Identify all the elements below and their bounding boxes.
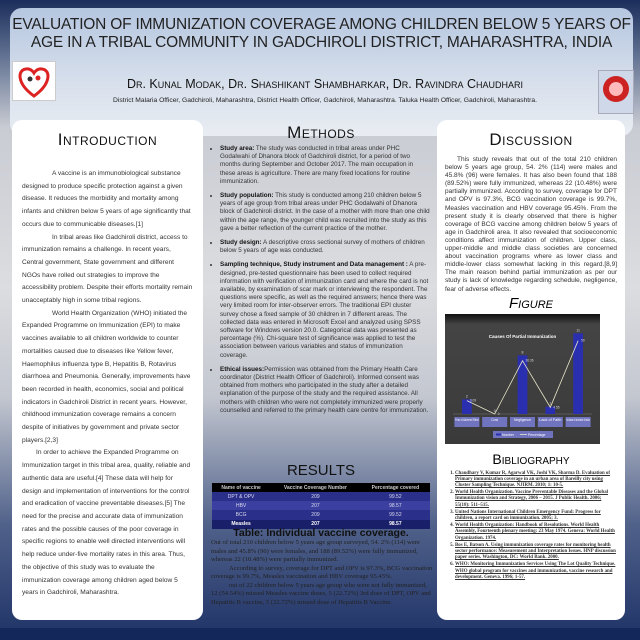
methods-item	[220, 261, 430, 359]
bibliography-list	[445, 471, 617, 581]
vaccine-coverage-table	[212, 483, 430, 529]
bibliography-item: 5. Bos E, Batson A. Using immunization coverage rates for monitoring health sector performance: Measurement and Interpretation Issues. HNP discussion paper series. Washington, DC: World Bank. 2000.	[455, 543, 617, 562]
intro-paragraph: In order to achieve the Expanded Programme on Immunization target in this tribal area, quality, reliable and authentic data are useful.[4] These data will help for design and implementation of interventions for the control and eradication of vaccine preventable diseases.[5] The need for the precise and accurate data of immunization rates and the possible causes of the poor coverage in specific regions to enable well directed interventions will help reduce under-five mortality rates in this area. Thus, the objective of this study was to evaluate the immunization coverage among children aged below 5 years in Gadchiroli, Maharashtra.	[22, 449, 191, 597]
partial-immunization-chart	[445, 314, 600, 444]
bar-data-label: 8	[521, 349, 524, 354]
bar-data-label: 0	[493, 408, 496, 413]
table-cell: 99.52	[361, 510, 430, 519]
table-cell: HBV	[212, 501, 270, 510]
bar	[518, 355, 528, 414]
legend-swatch-number	[496, 433, 501, 435]
table-cell: 98.57	[361, 501, 430, 510]
chart-svg	[445, 314, 600, 444]
government-seal-logo	[598, 70, 634, 114]
methods-item-text: A descriptive cross sectional survey of mothers of children below 5 years of age was conducted.	[220, 239, 425, 255]
intro-paragraph: In tribal areas like Gadchiroli district, access to immunization remains a challenge. In recent years, Central government, State government and different NGOs have rolled out strategies to improve the accessibility problem. Despite their efforts mortality remain unacceptably high in some tribal regions.	[22, 233, 193, 305]
line-data-label: 36.36	[525, 358, 534, 363]
bibliography-heading: Bibliography	[492, 450, 570, 467]
methods-item-text: A pre-designed, pre-tested questionnaire has been used to collect required information with verification of immunization card and where the card is not available, by examination of scar mark or interviewing the respondent. The questions were specific, as well as the required answers; hence there was very limited room for inter-observer errors. The traditional EPI cluster survey chose a fixed sample of 30 children in 7 different areas. The collected data was entered in Microsoft Excel and analyzed using SPSS software for Windows version 20.0. Categorical data was presented as percentage (%). Chi-square test of significance was applied to test the association between various variables and status of immunization coverage.	[220, 261, 429, 359]
line-data-label: 50	[581, 338, 585, 343]
legend-label-percentage: Percentage	[528, 432, 546, 437]
figure-heading: Figure	[509, 294, 553, 312]
table-cell: DPT & OPV	[212, 492, 270, 501]
table-cell: 209	[270, 510, 361, 519]
methods-heading: Methods	[287, 123, 355, 142]
bibliography-item: 3. United Nations International Children Emergency Fund: Progress for children, a report card on immunization. 2005; 3.	[455, 510, 617, 522]
table-cell: 209	[270, 492, 361, 501]
footer-bar	[0, 628, 640, 640]
table-cell: 98.57	[361, 520, 430, 529]
chart-title: Causes Of Partial Immunization	[488, 333, 557, 339]
bar	[573, 333, 583, 414]
discussion-section	[437, 120, 625, 620]
table-row	[212, 501, 430, 510]
methods-item-text: This study is conducted among 210 children below 5 years of age group from tribal areas under PHC Godalwahi of Dhanora block of Gadchiroli district. In the case of a mother with more than one child within the age range, the younger child was recruited into the study as this gave a better reflection of the current practice of the mother.	[220, 192, 430, 232]
affiliations: District Malaria Officer, Gadchiroli, Maharashtra, District Health Officer, Gadchiroli, Maharashtra. Taluka Health Officer, Gadchiroli, Maharashtra.	[113, 97, 537, 104]
bibliography-item: 6. WHO: Monitoring Immunization Services Using The Lot Quality Technique. WHO global program for vaccines and immunization, vaccine research and development. Geneva. 1996; 1-57.	[455, 562, 617, 581]
intro-paragraph: A vaccine is an immunobiological substance designed to produce specific protection against a given disease. It reduces the morbidity and mortality among infants and children below 5 years of age significantly that occurs due to communicable diseases.[1]	[22, 170, 191, 228]
category-label: Fear of Adverse Effect	[455, 417, 479, 422]
category-label: Not Aware of Vaccination Schedule	[566, 417, 591, 422]
discussion-heading: Discussion	[489, 130, 573, 149]
results-paragraph: According to survey, coverage for DPT and OPV is 97.3%, BCG vaccination coverage is 99.7%, Measles vaccination and HBV coverage 95.45%.	[211, 564, 433, 580]
results-paragraph: out of 22 children below 5 years age group who were not fully immunized, 12 (54.54%) missed Measles vaccine doses, 5 (22.72%) 3rd dose of DPT, OPV and Hepatitis B vaccine, 5 (22.72%) missed dose of Hepatitis B Vaccine.	[211, 581, 431, 606]
bar-data-label: 1	[549, 401, 552, 406]
poster-header	[10, 8, 633, 136]
bibliography-item: 2. World Health Organization. Vaccine Preventable Diseases and the Global Immunization vision and Strategy, 2006 – 2015. J Public Health. 2006; 55(18): 511–515.	[455, 490, 617, 509]
health-department-logo	[12, 61, 56, 101]
table-row	[212, 510, 430, 519]
bar-data-label: 2	[465, 393, 468, 398]
methods-item	[220, 145, 430, 186]
authors: Dr. Kunal Modak, Dr. Shashikant Shambharkar, Dr. Ravindra Chaudhari	[126, 77, 524, 91]
methods-item	[220, 239, 430, 255]
methods-item-label: Study population:	[220, 192, 274, 200]
column-header: Name of vaccine	[212, 483, 270, 492]
methods-item-label: Study area:	[220, 145, 255, 152]
results-paragraph: Out of total 210 children below 5 years age group surveyed, 54. 2% (114) were males and 45.8% (96) were females, and 188 (89.52%) were fully immunized, whereas 22 (10.48%) were partially immunized.	[211, 539, 420, 563]
category-label: Negligence	[514, 417, 532, 422]
poster-title: EVALUATION OF IMMUNIZATION COVERAGE AMONG CHILDREN BELOW 5 YEARS OF AGE IN A TRIBAL COMMUNITY IN GADCHIROLI DISTRICT, MAHARASHTRA, INDIA	[12, 16, 631, 51]
intro-paragraph: World Health Organization (WHO) initiated the Expanded Programme on Immunization (EPI) to make vaccines available to all children worldwide to counter mortalities caused due to diseases like Yellow fever, Haemophilus influenza type B, Hepatitis B, Rotavirus diarrhoea and Pneumonia. Generally, improvements have been recorded in health, economics, social and political indicators in Gadchiroli District in recent years. However, childhood immunization coverage remains a concern despite of initiatives by government and private sector players.[2,3]	[22, 309, 191, 444]
methods-item-text: Permission was obtained from the Primary Health Care coordinator (District Health Officer of Gadchiroli). Informed consent was obtained from mothers who participated in the study after a detailed explanation of the purpose of the study and the required assistance. All mothers with children who were not completely immunized were properly counselled and referred to the primary health care centre for immunization.	[220, 365, 429, 414]
table-row	[212, 492, 430, 501]
methods-item-label: Ethical issues:	[220, 365, 265, 373]
results-text	[211, 539, 433, 607]
methods-item-label: Study design:	[220, 239, 262, 247]
methods-item	[220, 366, 430, 415]
table-cell: 99.52	[361, 492, 430, 501]
methods-list	[212, 145, 430, 415]
line-data-label: 4.55	[553, 404, 560, 409]
column-header: Percentage covered	[361, 483, 430, 492]
methods-item	[220, 192, 430, 233]
methods-item-label: Sampling technique, Study instrument and Data management :	[220, 261, 408, 269]
legend-label-number: Number	[502, 432, 515, 437]
column-header: Vaccine Coverage Number	[270, 483, 361, 492]
bibliography-item: 1. Chaudhary V, Kumar R, Agarwal VK, Joshi VK, Sharma D. Evaluation of Primary immunization coverage in an urban area of Bareilly city using Cluster Sampling Technique. NJIRM. 2010; 1: 10-5.	[455, 471, 617, 490]
table-cell: Measles	[212, 520, 270, 529]
methods-section	[212, 123, 430, 421]
table-caption: Table: Individual vaccine coverage.	[233, 527, 409, 539]
discussion-text: This study reveals that out of the total 210 children below 5 years age group, 54. 2% (114) were males and 45.8% (96) were females. It has also been found that 188 (89.52%) were fully immunized, whereas 22 (10.48%) were partially immunized. According to survey, coverage for DPT and OPV is 97.3%, BCG vaccination coverage is 99.7%, Measles vaccination and HBV coverage 95.45%. From the present study it is clearly observed that there is higher coverage of BCG vaccine among children below 5 years of age in Gadchiroli area. It also revealed that socioeconomic conditions affect immunization of children. Upper class, upper-middle and middle class societies are concerned about vaccination programs where as lower class and middle-lower class somewhat lacking in this regard.[8,9] The main reason behind partial immunization as per our study is lack of knowledge regarding schedule, negligence, fear of adverse effects.	[445, 156, 617, 293]
table-cell: BCG	[212, 510, 270, 519]
results-heading: RESULTS	[286, 462, 356, 479]
line-data-label: 9.09	[469, 398, 477, 403]
methods-item-text: The study was conducted in tribal areas under PHC Godalwahi of Dhanora block of Gadchiroli district, for a period of two months during September and October 2017. The main occupation in these areas is agriculture. There are many fixed locations for routine immunization.	[220, 145, 414, 185]
line-data-label: 0	[497, 411, 500, 416]
category-label: Lack of Faith	[539, 417, 562, 422]
category-label: Cost	[491, 417, 499, 422]
table-cell: 207	[270, 520, 361, 529]
table-cell: 207	[270, 501, 361, 510]
bibliography-item: 4. World Health Organization: Handbook of Resolutions. World Health Assembly, Fourteenth plenary meeting: 23 May 1974. Geneva: World Health Organization. 1974.	[455, 523, 617, 542]
introduction-section	[12, 120, 203, 620]
introduction-heading: Introduction	[57, 130, 158, 149]
bar-data-label: 11	[576, 327, 580, 332]
